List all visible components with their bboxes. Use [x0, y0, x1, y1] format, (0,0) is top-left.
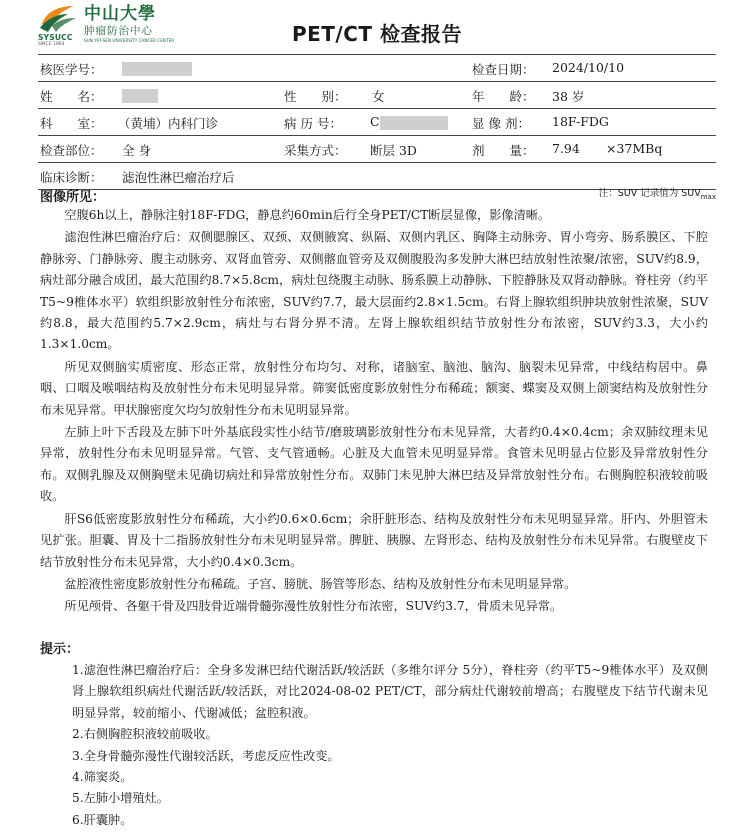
department-value: （黄埔）内科门诊: [118, 116, 219, 131]
impression-item: 3.全身骨髓弥漫性代谢较活跃，考虑反应性改变。: [72, 748, 340, 763]
impression-title: 提示：: [40, 642, 80, 657]
exam-part-value: 全 身: [122, 143, 151, 158]
findings-paragraph: 左肺上叶下舌段及左肺下叶外基底段实性小结节/磨玻璃影放射性分布未见异常，大者约0.4×0.4cm；余双肺纹理未见异常，放射性分布未见明显异常。气管、支气管通畅。心脏及大血管未见明显异常。食管未见明显占位影及异常放射性分布。双侧乳腺及双侧胸壁未见确切病灶和异常放射性分布。双肺门未见肿大淋巴结及异常放射性分布。右侧胸腔积液较前吸收。: [40, 425, 708, 504]
info-row: [38, 109, 716, 136]
dose-unit: ×37MBq: [606, 141, 663, 156]
findings-body: [40, 205, 708, 619]
record-number-value: C: [370, 114, 448, 130]
logo-english-name: SUN YAT-SEN UNIVERSITY CANCER CENTER: [84, 38, 175, 43]
impression-item: 2.右侧胸腔积液较前吸收。: [72, 727, 218, 742]
impression-item: 6.肝囊肿。: [72, 812, 133, 827]
nm-number-label: 核医学号：: [40, 62, 103, 77]
exam-date-value: 2024/10/10: [552, 60, 625, 75]
impression-item: 4.筛窦炎。: [72, 770, 133, 785]
department-label: 科 室：: [40, 116, 103, 131]
impression-list: [72, 660, 708, 831]
clinical-diagnosis-label: 临床诊断：: [40, 170, 103, 185]
logo-university-name: 中山大學: [84, 4, 156, 24]
dose-label: 剂 量：: [472, 143, 535, 158]
report-title: PET/CT 检查报告: [291, 22, 463, 46]
exam-date-label: 检查日期：: [472, 62, 535, 77]
clinical-diagnosis-value: 滤泡性淋巴瘤治疗后: [122, 170, 235, 185]
acquisition-mode-value: 断层 3D: [370, 143, 417, 158]
findings-paragraph: 盆腔液性密度影放射性分布稀疏。子宫、膀胱、肠管等形态、结构及放射性分布未见明显异常。: [64, 576, 577, 591]
findings-paragraph: 滤泡性淋巴瘤治疗后：双侧腮腺区、双颈、双侧腋窝、纵隔、双侧内乳区、胸降主动脉旁、胃小弯旁、肠系膜区、下腔静脉旁、门静脉旁、腹主动脉旁、双肾血管旁、双侧髂血管旁及双侧腹股沟多发肿大淋巴结放射性浓聚/浓密，SUV约8.9，病灶部分融合成团，最大范围约8.7×5.8cm，病灶包绕腹主动脉、肠系膜上动静脉、下腔静脉及双肾动静脉。脊柱旁（约平T5~9椎体水平）软组织影放射性分布浓密，SUV约7.7，最大层面约2.8×1.5cm。右肾上腺软组织肿块放射性浓聚，SUV约8.8，最大范围约5.7×2.9cm，病灶与右肾分界不清。左肾上腺软组织结节放射性分布浓密，SUV约3.3，大小约1.3×1.0cm。: [40, 230, 708, 352]
age-label: 年 龄：: [472, 89, 535, 104]
patient-info-table: [38, 54, 716, 190]
name-label: 姓 名：: [40, 89, 103, 104]
exam-part-label: 检查部位：: [40, 143, 103, 158]
age-value: 38 岁: [552, 89, 585, 104]
findings-title: 图像所见：: [40, 190, 106, 205]
logo-since: SINCE 1964: [38, 42, 65, 47]
suv-note: 注：SUV 记录值为 $SUV_{max}$: [598, 188, 716, 201]
sex-value: 女: [372, 89, 385, 104]
findings-paragraph: 肝S6低密度影放射性分布稀疏，大小约0.6×0.6cm；余肝脏形态、结构及放射性分布未见明显异常。肝内、外胆管未见扩张。胆囊、胃及十二指肠放射性分布未见明显异常。脾脏、胰腺、左肾形态、结构及放射性分布未见异常。右腹壁皮下结节放射性分布未见异常，大小约0.4×0.3cm。: [40, 511, 708, 569]
impression-item: 1.滤泡性淋巴瘤治疗后：全身多发淋巴结代谢活跃/较活跃（多维尔评分 5分），脊柱旁（约平T5~9椎体水平）及双侧肾上腺软组织病灶代谢活跃/较活跃，对比2024-08-02 PET/CT，部分病灶代谢较前增高；右腹壁皮下结节代谢未见明显异常，较前缩小、代谢减低；盆腔积液。: [72, 663, 708, 720]
acquisition-mode-label: 采集方式：: [284, 143, 347, 158]
findings-paragraph: 空腹6h以上，静脉注射18F-FDG，静息约60min后行全身PET/CT断层显像，影像清晰。: [64, 208, 551, 222]
impression-item: 5.左肺小增殖灶。: [72, 791, 169, 806]
findings-paragraph: 所见颅骨、各躯干骨及四肢骨近端骨髓弥漫性放射性分布浓密，SUV约3.7，骨质未见异常。: [64, 599, 563, 614]
name-value: [122, 87, 158, 103]
info-row: [38, 82, 716, 109]
sex-label: 性 别：: [284, 89, 347, 104]
info-row: [38, 54, 716, 82]
findings-paragraph: 所见双侧脑实质密度、形态正常，放射性分布均匀、对称，诸脑室、脑池、脑沟、脑裂未见异常，中线结构居中。鼻咽、口咽及喉咽结构及放射性分布未见明显异常。筛窦低密度影放射性分布稀疏；额窦、蝶窦及双侧上颌窦结构及放射性分布未见异常。甲状腺密度欠均匀放射性分布未见明显异常。: [40, 359, 708, 417]
logo-abbr: SYSUCC: [38, 33, 73, 42]
dose-value: 7.94: [552, 141, 580, 156]
record-number-label: 病 历 号：: [284, 116, 342, 131]
logo-center-name: 肿瘤防治中心: [84, 25, 153, 37]
tracer-label: 显 像 剂：: [472, 116, 530, 131]
info-row: [38, 136, 716, 163]
report-header: [0, 0, 754, 52]
nm-number-value: [122, 60, 192, 76]
tracer-value: 18F-FDG: [552, 114, 609, 129]
